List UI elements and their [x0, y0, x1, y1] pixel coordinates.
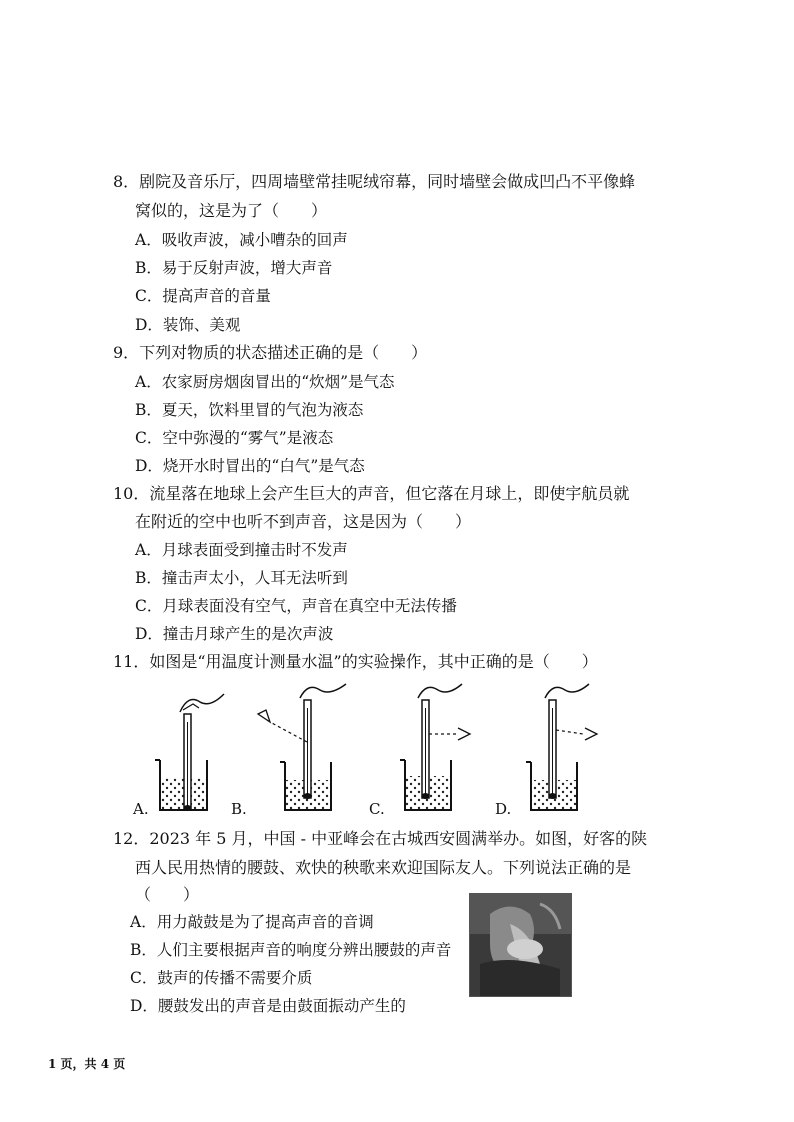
q9-option-c: C．空中弥漫的“雾气”是液态: [135, 429, 334, 447]
q10-option-a: A．月球表面受到撞击时不发声: [135, 541, 348, 559]
setup-d: [526, 684, 597, 810]
q8-option-d: D．装饰、美观: [135, 316, 241, 334]
fig-label-a: A.: [133, 800, 149, 818]
q8-stem-line1: 8．剧院及音乐厅，四周墙壁常挂呢绒帘幕，同时墙壁会做成凹凸不平像蜂: [113, 172, 636, 191]
q12-option-b: B．人们主要根据声音的响度分辨出腰鼓的声音: [130, 941, 452, 959]
q8-option-b: B．易于反射声波，增大声音: [135, 259, 333, 277]
q10-option-b: B．撞击声太小，人耳无法听到: [135, 569, 348, 587]
setup-b: [258, 684, 346, 810]
q11-stem: 11．如图是“用温度计测量水温”的实验操作，其中正确的是（ ）: [113, 652, 598, 671]
q10-stem-line1: 10．流星落在地球上会产生巨大的声音，但它落在月球上，即使宇航员就: [113, 484, 630, 503]
q12-stem-line2: 西人民用热情的腰鼓、欢快的秧歌来欢迎国际友人。下列说法正确的是: [135, 858, 632, 877]
q8-stem-line2: 窝似的，这是为了（ ）: [135, 201, 328, 220]
fig-label-b: B.: [231, 800, 247, 818]
fig-label-c: C.: [369, 800, 385, 818]
q8-option-a: A．吸收声波，减小嘈杂的回声: [135, 231, 348, 249]
q10-stem-line2: 在附近的空中也听不到声音，这是因为（ ）: [135, 512, 472, 531]
q12-option-a: A．用力敲鼓是为了提高声音的音调: [130, 913, 374, 931]
q9-option-b: B．夏天，饮料里冒的气泡为液态: [135, 401, 364, 419]
q9-stem: 9．下列对物质的状态描述正确的是（ ）: [113, 343, 428, 362]
q12-stem-line3: （ ）: [135, 885, 200, 904]
q12-stem-line1: 12．2023 年 5 月，中国 - 中亚峰会在古城西安圆满举办。如图，好客的陕: [113, 829, 648, 848]
q9-option-a: A．农家厨房烟囱冒出的“炊烟”是气态: [135, 373, 395, 391]
q10-option-d: D．撞击月球产生的是次声波: [135, 625, 334, 643]
thermometer-diagram: [125, 682, 645, 822]
q10-option-c: C．月球表面没有空气，声音在真空中无法传播: [135, 597, 457, 615]
setup-a: [155, 694, 224, 811]
thermometer-figure: [125, 682, 645, 822]
q12-option-c: C．鼓声的传播不需要介质: [130, 969, 313, 987]
q8-option-c: C．提高声音的音量: [135, 287, 271, 305]
drum-photo-image: [470, 894, 571, 996]
page-footer: 1 页，共 4 页: [48, 1057, 126, 1071]
drum-photo: [469, 893, 572, 997]
q9-option-d: D．烧开水时冒出的“白气”是气态: [135, 457, 365, 475]
setup-c: [400, 684, 470, 810]
q12-option-d: D．腰鼓发出的声音是由鼓面振动产生的: [130, 997, 406, 1015]
fig-label-d: D.: [495, 800, 512, 818]
